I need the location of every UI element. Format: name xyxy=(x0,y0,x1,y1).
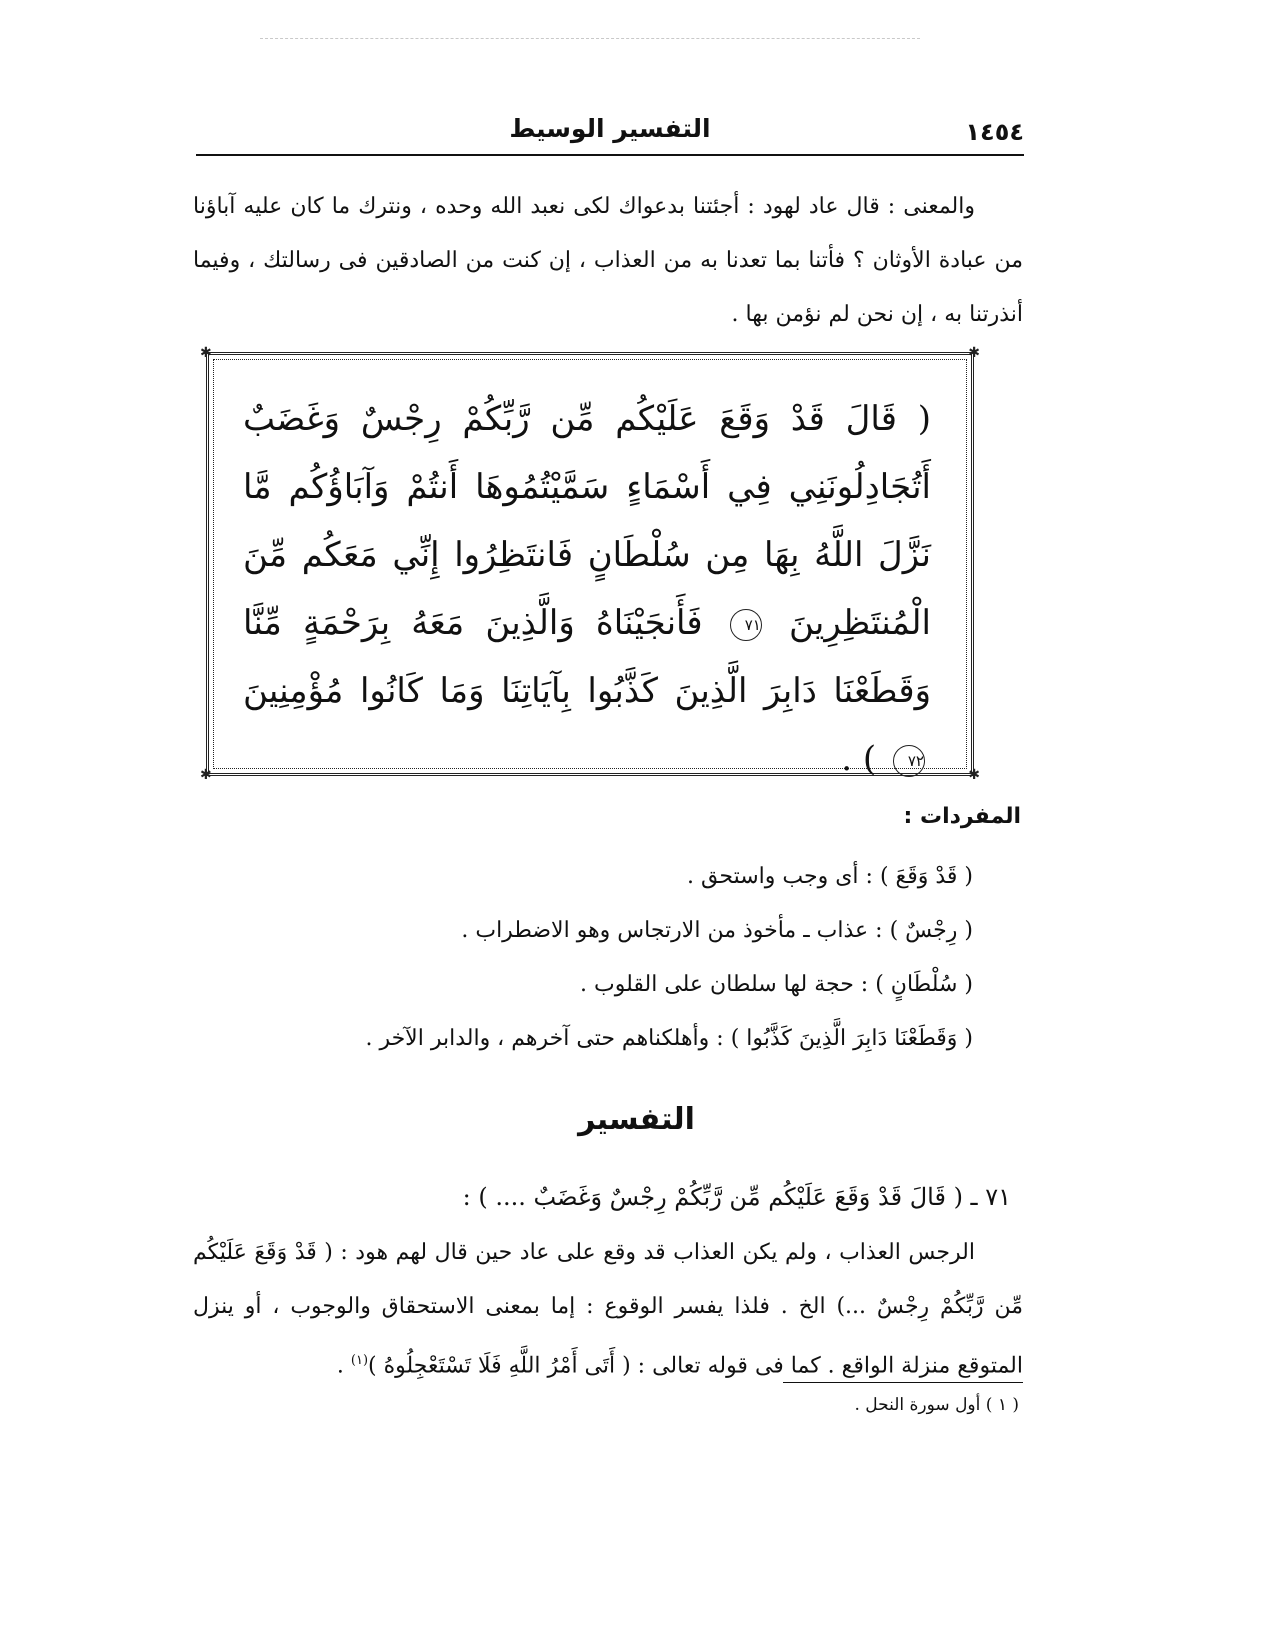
vocabulary-term: ( رِجْسٌ ) xyxy=(889,918,973,943)
quran-verse-72: فَأَنجَيْنَاهُ وَالَّذِينَ مَعَهُ بِرَحْمَةٍ مِّنَّا وَقَطَعْنَا دَابِرَ الَّذِينَ كَذَّبُوا بِآيَاتِنَا وَمَا كَانُوا مُؤْمِنِينَ xyxy=(243,603,931,711)
frame-corner-star-icon: ✱ xyxy=(200,767,212,783)
intro-paragraph xyxy=(193,180,1023,342)
tafsir-paragraph xyxy=(193,1226,1023,1393)
frame-corner-star-icon: ✱ xyxy=(200,345,212,361)
vocabulary-item xyxy=(253,1012,973,1066)
vocabulary-item xyxy=(253,904,973,958)
vocabulary-definition: : حجة لها سلطان على القلوب . xyxy=(580,972,876,997)
tafsir-text: الرجس العذاب ، ولم يكن العذاب قد وقع على عاد حين قال لهم هود : ( قَدْ وَقَعَ عَلَيْكُم مِّن رَّبِّكُمْ رِجْسٌ ...) الخ . فلذا يفسر الوقوع : إما بمعنى الاستحقاق والوجوب ، أو ينزل المتوقع منزلة الواقع . كما فى قوله تعالى : ( أَتَى أَمْرُ اللَّهِ فَلَا تَسْتَعْجِلُوهُ ) xyxy=(193,1240,1023,1379)
verse-reference: ٧١ ـ ( قَالَ قَدْ وَقَعَ عَلَيْكُم مِّن رَّبِّكُمْ رِجْسٌ وَغَضَبٌ .... ) : xyxy=(462,1183,1011,1211)
quran-closing: ) . xyxy=(841,739,877,779)
tafsir-section-title: التفسير xyxy=(578,1102,695,1137)
intro-text: والمعنى : قال عاد لهود : أجئتنا بدعواك لكى نعبد الله وحده ، ونترك ما كان عليه آباؤنا من عبادة الأوثان ؟ فأتنا بما تعدنا به من العذاب ، إن كنت من الصادقين فى رسالتك ، وفيما أنذرتنا به ، إن نحن لم نؤمن بها . xyxy=(193,194,1023,327)
quran-verse-71: ( قَالَ قَدْ وَقَعَ عَلَيْكُم مِّن رَّبِّكُمْ رِجْسٌ وَغَضَبٌ أَتُجَادِلُونَنِي فِي أَسْمَاءٍ سَمَّيْتُمُوهَا أَنتُمْ وَآبَاؤُكُم مَّا نَزَّلَ اللَّهُ بِهَا مِن سُلْطَانٍ فَانتَظِرُوا إِنِّي مَعَكُم مِّنَ الْمُنتَظِرِينَ xyxy=(243,399,931,643)
vocabulary-term: ( قَدْ وَقَعَ ) xyxy=(879,864,973,889)
frame-corner-star-icon: ✱ xyxy=(968,345,980,361)
ayah-number-71: ٧١ xyxy=(730,609,762,641)
running-title: التفسير الوسيط xyxy=(509,114,711,143)
quran-verse-text xyxy=(243,385,931,793)
vocabulary-definition: : وأهلكناهم حتى آخرهم ، والدابر الآخر . xyxy=(365,1026,731,1051)
vocabulary-definition: : عذاب ـ مأخوذ من الارتجاس وهو الاضطراب . xyxy=(461,918,890,943)
quran-verse-frame xyxy=(200,345,980,783)
vocabulary-heading: المفردات : xyxy=(903,804,1021,829)
vocabulary-definition: : أى وجب واستحق . xyxy=(687,864,880,889)
tafsir-end: . xyxy=(336,1353,351,1379)
vocabulary-item xyxy=(253,850,973,904)
vocabulary-term: ( وَقَطَعْنَا دَابِرَ الَّذِينَ كَذَّبُوا ) xyxy=(730,1026,973,1051)
footnote-rule xyxy=(783,1382,1023,1383)
ayah-number-72: ٧٢ xyxy=(893,745,925,777)
footnote-marker: (١) xyxy=(350,1353,369,1368)
vocabulary-term: ( سُلْطَانٍ ) xyxy=(875,972,973,997)
scan-artifact-line xyxy=(260,38,920,39)
page-header xyxy=(196,112,1024,152)
vocabulary-item xyxy=(253,958,973,1012)
vocabulary-list xyxy=(253,850,973,1066)
page-number: ١٤٥٤ xyxy=(965,118,1024,146)
header-rule xyxy=(196,154,1024,156)
footnote: ( ١ ) أول سورة النحل . xyxy=(854,1395,1019,1415)
frame-corner-star-icon: ✱ xyxy=(968,767,980,783)
